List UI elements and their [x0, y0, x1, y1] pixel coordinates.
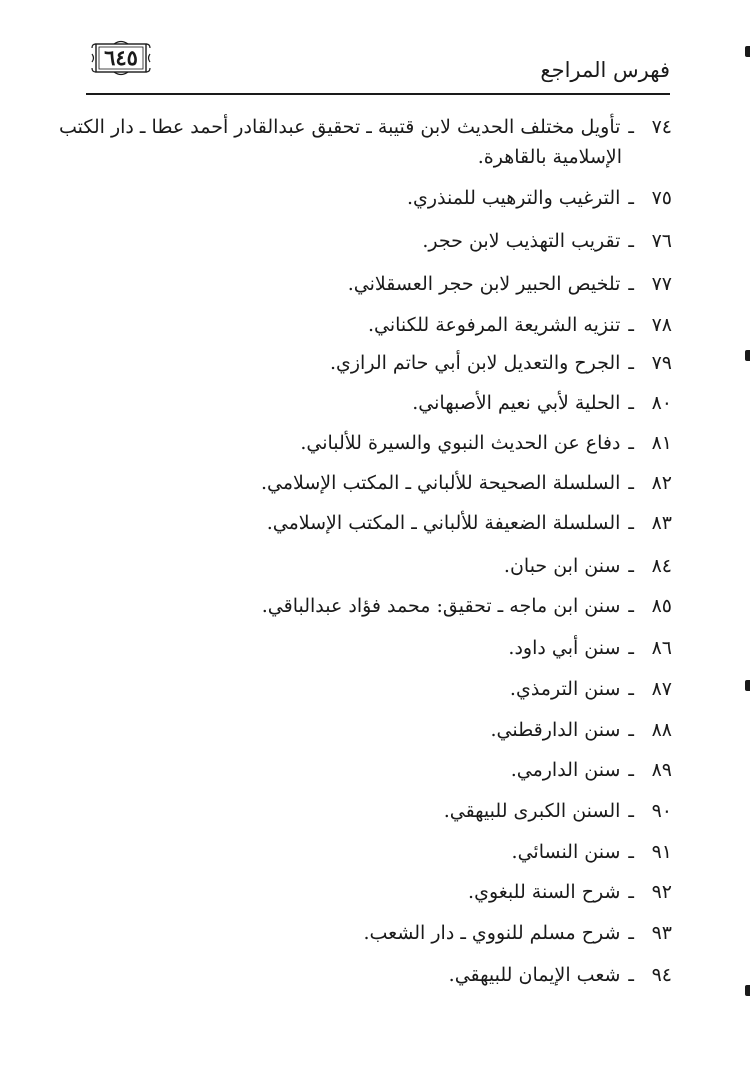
entry-text: سنن ابن ماجه ـ تحقيق: محمد فؤاد عبدالباقي. [261, 595, 621, 617]
entry-dash: ـ [628, 352, 634, 374]
entry-text: السنن الكبرى للبيهقي. [443, 800, 621, 822]
entry-text: سنن الترمذي. [509, 678, 621, 700]
entry-dash: ـ [628, 432, 634, 454]
list-item [363, 918, 672, 948]
entry-text: شرح السنة للبغوي. [468, 881, 621, 903]
entry-dash: ـ [628, 187, 634, 209]
entry-dash: ـ [628, 922, 634, 944]
list-item [510, 674, 672, 704]
entry-dash: ـ [628, 273, 634, 295]
entry-dash: ـ [628, 800, 634, 822]
entry-dash: ـ [628, 116, 634, 138]
entry-text: شرح مسلم للنووي ـ دار الشعب. [363, 922, 621, 944]
entry-number: ٨٢ [651, 472, 672, 494]
list-item [508, 633, 672, 663]
entry-text: تأويل مختلف الحديث لابن قتيبة ـ تحقيق عبدالقادر أحمد عطا ـ دار الكتب [58, 116, 621, 138]
entry-dash: ـ [628, 719, 634, 741]
entry-number: ٧٩ [651, 352, 672, 374]
entry-text: سنن أبي داود. [508, 637, 621, 659]
entry-text: تقريب التهذيب لابن حجر. [422, 230, 621, 252]
entry-dash: ـ [628, 230, 634, 252]
entry-number: ٧٦ [651, 230, 672, 252]
entry-number: ٨١ [651, 432, 672, 454]
entry-text: الترغيب والترهيب للمنذري. [407, 187, 621, 209]
list-item [512, 837, 672, 867]
entry-dash: ـ [628, 512, 634, 534]
entry-text: سنن النسائي. [511, 841, 621, 863]
running-header-title: فهرس المراجع [540, 58, 670, 82]
entry-number: ٨٥ [651, 595, 672, 617]
list-item [511, 755, 672, 785]
entry-number: ٩٢ [651, 881, 672, 903]
entry-text: الجرح والتعديل لابن أبي حاتم الرازي. [329, 352, 621, 374]
entry-text-continuation: الإسلامية بالقاهرة. [477, 146, 622, 168]
entry-dash: ـ [628, 678, 634, 700]
entry-dash: ـ [628, 964, 634, 986]
list-item [468, 877, 672, 907]
entry-number: ٨٦ [651, 637, 672, 659]
entry-text: دفاع عن الحديث النبوي والسيرة للألباني. [300, 432, 621, 454]
entry-dash: ـ [628, 472, 634, 494]
entry-number: ٩١ [651, 841, 672, 863]
entry-number: ٨٤ [651, 555, 672, 577]
entry-dash: ـ [628, 881, 634, 903]
list-item [444, 796, 672, 826]
entry-dash: ـ [628, 595, 634, 617]
list-item [330, 348, 672, 378]
entry-dash: ـ [628, 314, 634, 336]
entry-text: السلسلة الضعيفة للألباني ـ المكتب الإسلامي. [266, 512, 621, 534]
list-item [348, 269, 672, 299]
entry-number: ٨٠ [651, 392, 672, 414]
list-item [407, 183, 672, 213]
list-item [368, 310, 672, 340]
entry-number: ٩٣ [651, 922, 672, 944]
list-item [422, 226, 672, 256]
list-item [449, 960, 672, 990]
entry-number: ٧٤ [651, 116, 672, 138]
entry-text: تنزيه الشريعة المرفوعة للكناني. [367, 314, 621, 336]
entry-text: شعب الإيمان للبيهقي. [448, 964, 621, 986]
entry-dash: ـ [628, 392, 634, 414]
entry-text: الحلية لأبي نعيم الأصبهاني. [412, 392, 621, 414]
entry-number: ٩٠ [651, 800, 672, 822]
list-item [261, 468, 672, 498]
entry-number: ٧٧ [651, 273, 672, 295]
entry-dash: ـ [628, 759, 634, 781]
entry-text: تلخيص الحبير لابن حجر العسقلاني. [347, 273, 621, 295]
entry-dash: ـ [628, 841, 634, 863]
entry-number: ٨٩ [651, 759, 672, 781]
entry-text: سنن الدارقطني. [490, 719, 621, 741]
list-item [300, 428, 672, 458]
binding-edge-mark [745, 350, 750, 361]
page-number: ٦٤٥ [104, 45, 138, 70]
entry-number: ٩٤ [651, 964, 672, 986]
entry-number: ٨٧ [651, 678, 672, 700]
entry-dash: ـ [628, 555, 634, 577]
entry-text: سنن الدارمي. [510, 759, 621, 781]
entry-number: ٨٣ [651, 512, 672, 534]
entry-number: ٧٨ [651, 314, 672, 336]
list-item [504, 551, 672, 581]
entry-text: سنن ابن حبان. [503, 555, 621, 577]
list-item [490, 715, 672, 745]
list-item [58, 112, 672, 168]
list-item [267, 508, 672, 538]
binding-edge-mark [745, 46, 750, 57]
entry-number: ٨٨ [651, 719, 672, 741]
list-item [412, 388, 672, 418]
list-item [262, 591, 672, 621]
entry-number: ٧٥ [651, 187, 672, 209]
binding-edge-mark [745, 985, 750, 996]
binding-edge-mark [745, 680, 750, 691]
entry-dash: ـ [628, 637, 634, 659]
entry-text: السلسلة الصحيحة للألباني ـ المكتب الإسلامي. [261, 472, 621, 494]
